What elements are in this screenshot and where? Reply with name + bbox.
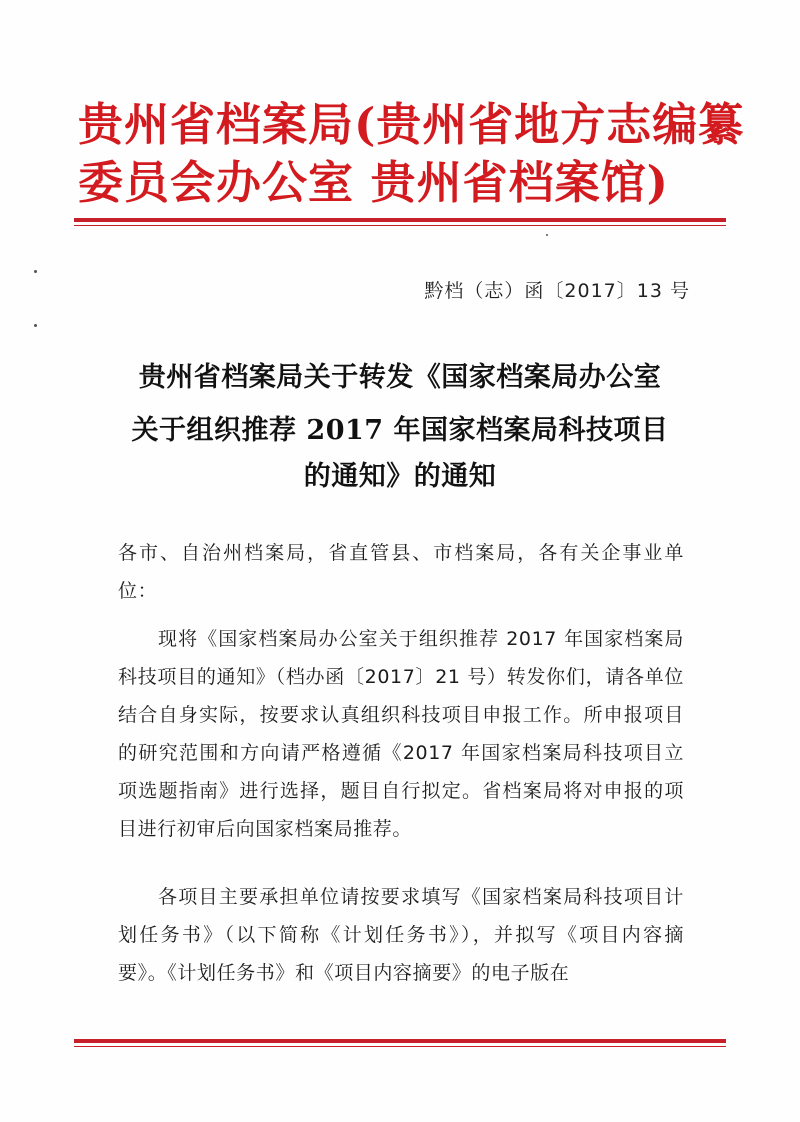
scan-speck bbox=[546, 234, 548, 236]
scan-speck bbox=[34, 270, 37, 273]
body-paragraph-1: 现将《国家档案局办公室关于组织推荐 2017 年国家档案局科技项目的通知》（档办函〔2017〕21 号）转发你们，请各单位结合自身实际，按要求认真组织科技项目申报工作。所申报项目的研究范围和方向请严格遵循《2017 年国家档案局科技项目立项选题指南》进行选择，题目自行拟定。省档案局将对申报的项目进行初审后向国家档案局推荐。 bbox=[118, 628, 684, 840]
footer-red-rule-thin bbox=[74, 1046, 726, 1047]
body-paragraph-2: 各项目主要承担单位请按要求填写《国家档案局科技项目计划任务书》（以下简称《计划任务书》），并拟写《项目内容摘要》。《计划任务书》和《项目内容摘要》的电子版在 bbox=[118, 886, 684, 984]
footer-red-rule-thick bbox=[74, 1039, 726, 1043]
scan-speck bbox=[34, 324, 37, 327]
salutation: 各市、自治州档案局，省直管县、市档案局，各有关企事业单位： bbox=[118, 542, 684, 602]
document-number: 黔档（志）函〔2017〕13 号 bbox=[424, 280, 690, 302]
issuer-header-line-1: 贵州省档案局(贵州省地方志编纂 bbox=[78, 98, 745, 151]
document-title-line-2: 关于组织推荐 2017 年国家档案局科技项目 bbox=[131, 415, 669, 446]
issuer-header-line-2: 委员会办公室 贵州省档案馆) bbox=[78, 156, 669, 209]
document-title-line-1: 贵州省档案局关于转发《国家档案局办公室 bbox=[138, 362, 662, 393]
document-title-line-3: 的通知》的通知 bbox=[303, 461, 497, 492]
header-red-rule-thin bbox=[74, 225, 726, 226]
header-red-rule-thick bbox=[74, 218, 726, 222]
